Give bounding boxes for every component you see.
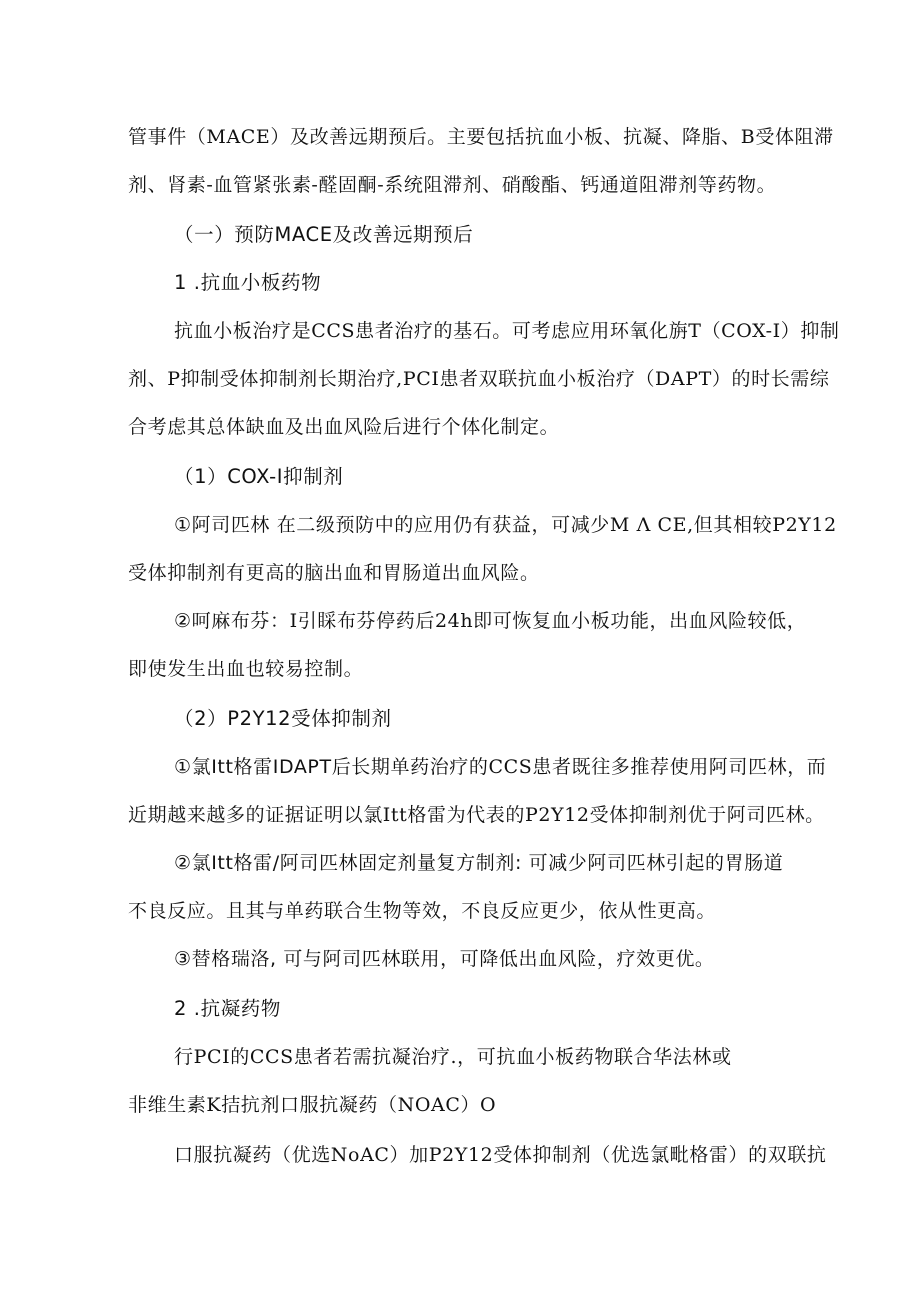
paragraph-line	[174, 850, 783, 876]
paragraph-text: 可与阿司匹林联用，可降低出血风险，疗效更优。	[283, 948, 715, 970]
paragraph-line: 非维生素K拮抗剂口服抗凝药（NOAC）O	[128, 1094, 497, 1116]
paragraph-line: 剂、P抑制受体抑制剂长期治疗,PCI患者双联抗血小板治疗（DAPT）的时长需综	[128, 368, 830, 390]
paragraph-line: 不良反应。且其与单药联合生物等效，不良反应更少，依从性更高。	[128, 900, 717, 922]
paragraph-line: 剂、肾素-血管紧张素-醛固酮-系统阻滞剂、硝酸酯、钙通道阻滞剂等药物。	[128, 174, 777, 196]
section-heading: （一）预防MACE及改善远期预后	[174, 223, 474, 246]
paragraph-text: I引睬布芬停药后24h即可恢复血小板功能，出血风险较低，	[289, 610, 807, 632]
paragraph-line: 受体抑制剂有更高的脑出血和胃肠道出血风险。	[128, 562, 540, 584]
subsection-heading: 2 .抗凝药物	[174, 997, 282, 1020]
subsection-heading: （2）P2Y12受体抑制剂	[174, 707, 392, 730]
paragraph-line	[174, 754, 826, 780]
paragraph-text: 后长期单药治疗的CCS患者既往多推荐使用阿司匹林，而	[331, 756, 827, 778]
subsection-heading: 1 .抗血小板药物	[174, 271, 322, 294]
paragraph-line: 管事件（MACE）及改善远期预后。主要包括抗血小板、抗凝、降脂、B受体阻滞	[128, 126, 834, 148]
subsection-heading: （1）COX-I抑制剂	[174, 465, 344, 488]
drug-label: ③替格瑞洛,	[174, 948, 277, 970]
paragraph-line	[174, 946, 715, 972]
paragraph-line	[174, 512, 837, 538]
paragraph-text: 在二级预防中的应用仍有获益，可减少M Λ CE,但其相较P2Y12	[276, 514, 837, 536]
paragraph-line: 口服抗凝药（优选NoAC）加P2Y12受体抑制剂（优选氯毗格雷）的双联抗	[174, 1144, 827, 1166]
paragraph-line: 近期越来越多的证据证明以氯Itt格雷为代表的P2Y12受体抑制剂优于阿司匹林。	[128, 804, 825, 826]
paragraph-line: 行PCI的CCS患者若需抗凝治疗.，可抗血小板药物联合华法林或	[174, 1046, 732, 1068]
paragraph-text: 可减少阿司匹林引起的胃肠道	[528, 852, 784, 874]
paragraph-line	[174, 608, 806, 634]
paragraph-line: 合考虑其总体缺血及出血风险后进行个体化制定。	[128, 416, 560, 438]
drug-label: ②呵麻布芬：	[174, 610, 290, 632]
paragraph-line: 即使发生出血也较易控制。	[128, 658, 364, 680]
paragraph-line: 抗血小板治疗是CCS患者治疗的基石。可考虑应用环氧化旃T（COX-I）抑制	[174, 320, 840, 342]
drug-label: ①阿司匹林	[174, 514, 271, 536]
drug-label: ②氯Itt格雷/阿司匹林固定剂量复方制剂:	[174, 852, 522, 874]
drug-label: ①氯Itt格雷IDAPT	[174, 756, 332, 778]
